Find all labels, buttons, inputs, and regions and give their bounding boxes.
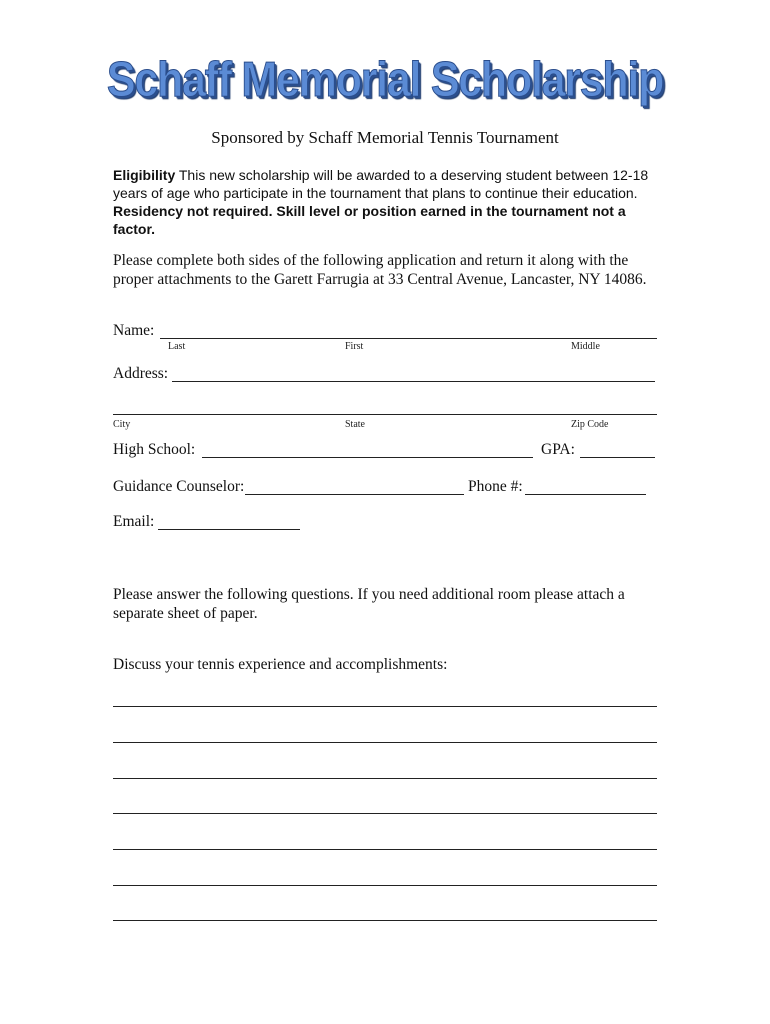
email-field[interactable] [158,529,300,530]
eligibility-note: Residency not required. Skill level or position earned in the tournament not a factor. [113,203,626,237]
eligibility-label: Eligibility [113,167,176,183]
question-1: Discuss your tennis experience and accomplishments: [113,656,448,673]
address-sub-state: State [345,419,365,430]
questions-intro: Please answer the following questions. If you need additional room please attach a separate sheet of paper. [113,586,625,622]
address-sub-zip: Zip Code [571,419,609,430]
email-label: Email: [113,513,155,530]
counselor-field[interactable] [245,494,464,495]
phone-label: Phone #: [468,478,523,495]
gpa-field[interactable] [580,457,655,458]
answer-line[interactable] [113,778,657,779]
answer-line[interactable] [113,849,657,850]
eligibility-text: This new scholarship will be awarded to a deserving student between 12-18 years of age who participate in the tournament that plans to continue their education. [113,167,649,201]
eligibility-paragraph [113,166,658,238]
page-title: Schaff Memorial Scholarship [106,53,664,107]
high-school-field[interactable] [202,457,533,458]
address-city-state-zip-field[interactable] [113,414,657,415]
address-street-field[interactable] [172,381,655,382]
counselor-label: Guidance Counselor: [113,478,245,495]
name-sub-last: Last [168,341,186,352]
name-label: Name: [113,322,155,339]
address-label: Address: [113,365,169,382]
answer-line[interactable] [113,706,657,707]
address-sub-city: City [113,419,131,430]
answer-line[interactable] [113,742,657,743]
answer-line[interactable] [113,813,657,814]
name-sub-first: First [345,341,364,352]
name-field[interactable] [160,338,657,339]
answer-line[interactable] [113,885,657,886]
instructions-paragraph: Please complete both sides of the following application and return it along with the proper attachments to the Garett Farrugia at 33 Central Avenue, Lancaster, NY 14086. [113,252,647,288]
name-sub-middle: Middle [571,341,600,352]
answer-line[interactable] [113,920,657,921]
high-school-label: High School: [113,441,196,458]
gpa-label: GPA: [541,441,575,458]
phone-field[interactable] [525,494,646,495]
page-subtitle: Sponsored by Schaff Memorial Tennis Tournament [211,128,559,147]
